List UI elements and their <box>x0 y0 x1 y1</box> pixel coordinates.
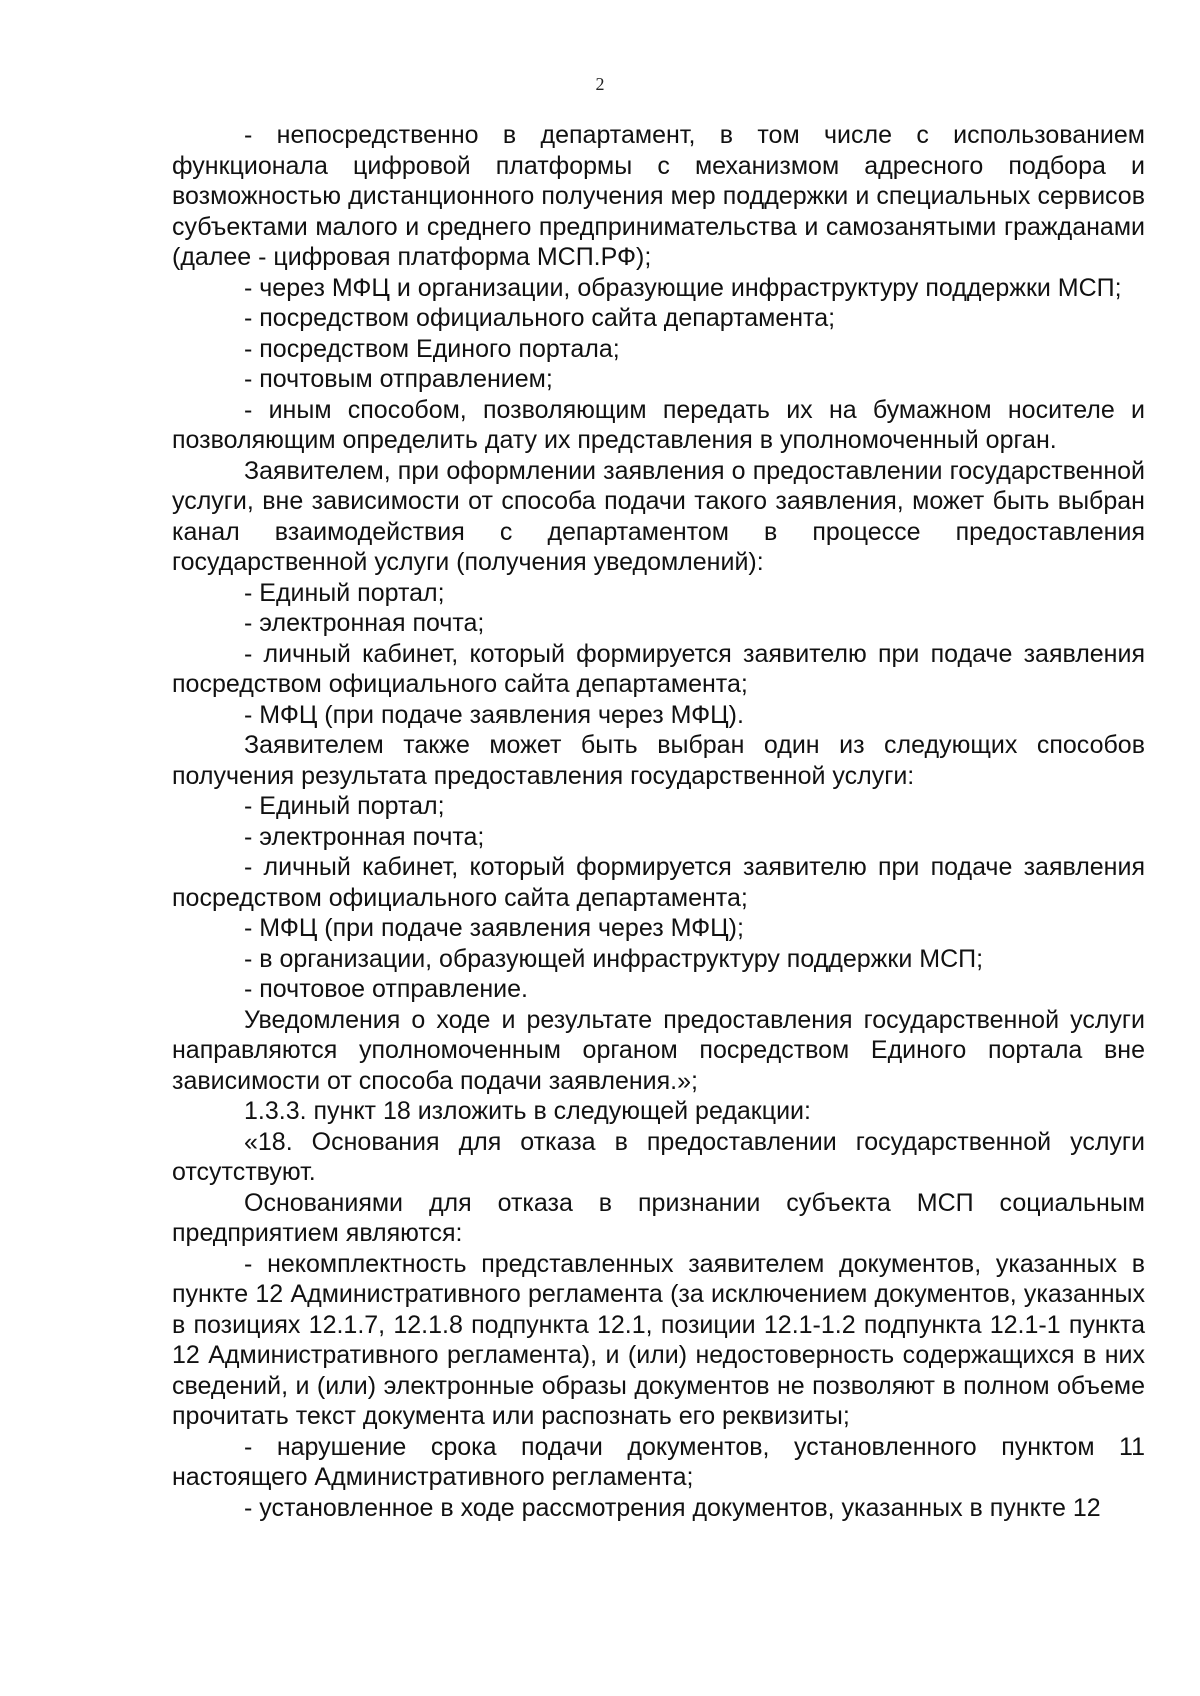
paragraph: - через МФЦ и организации, образующие инфраструктуру поддержки МСП; <box>244 273 1122 302</box>
paragraph: Уведомления о ходе и результате предоставления государственной услуги направляются уполномоченным органом посредством Единого портала вне зависимости от способа подачи заявления.»; <box>172 1005 1145 1095</box>
paragraph: - почтовым отправлением; <box>244 365 553 393</box>
page-number: 2 <box>595 74 605 94</box>
paragraph: - нарушение срока подачи документов, установленного пунктом 11 настоящего Административного регламента; <box>172 1432 1145 1491</box>
paragraph: - МФЦ (при подаче заявления через МФЦ). <box>244 700 744 729</box>
document-body <box>172 120 1145 1523</box>
paragraph: - почтовое отправление. <box>244 975 528 1003</box>
paragraph: Основаниями для отказа в признании субъекта МСП социальным предприятием являются: <box>172 1188 1145 1247</box>
paragraph: - Единый портал; <box>244 578 445 607</box>
paragraph: - личный кабинет, который формируется заявителю при подаче заявления посредством официального сайта департамента; <box>172 853 1145 912</box>
paragraph: Заявителем, при оформлении заявления о предоставлении государственной услуги, вне зависимости от способа подачи такого заявления, может быть выбран канал взаимодействия с департаментом в процессе предоставления государственной услуги (получения уведомлений): <box>172 456 1145 576</box>
paragraph: - Единый портал; <box>244 792 445 820</box>
paragraph: - посредством Единого портала; <box>244 334 620 363</box>
paragraph: - в организации, образующей инфраструктуру поддержки МСП; <box>244 944 984 973</box>
paragraph: «18. Основания для отказа в предоставлении государственной услуги отсутствуют. <box>172 1127 1145 1186</box>
paragraph: - непосредственно в департамент, в том числе с использованием функционала цифровой платформы с механизмом адресного подбора и возможностью дистанционного получения мер поддержки и специальных сервисов субъектами малого и среднего предпринимательства и самозанятыми гражданами (далее - цифровая платформа МСП.РФ); <box>172 121 1145 271</box>
paragraph: - некомплектность представленных заявителем документов, указанных в пункте 12 Административного регламента (за исключением документов, указанных в позициях 12.1.7, 12.1.8 подпункта 12.1, позиции 12.1-1.2 подпункта 12.1-1 пункта 12 Административного регламента), и (или) недостоверность содержащихся в них сведений, и (или) электронные образы документов не позволяют в полном объеме прочитать текст документа или распознать его реквизиты; <box>172 1249 1145 1430</box>
paragraph: - посредством официального сайта департамента; <box>244 304 836 332</box>
paragraph: - личный кабинет, который формируется заявителю при подаче заявления посредством официального сайта департамента; <box>172 639 1145 698</box>
paragraph: Заявителем также может быть выбран один из следующих способов получения результата предоставления государственной услуги: <box>172 731 1145 790</box>
paragraph: - электронная почта; <box>244 822 485 851</box>
paragraph: - иным способом, позволяющим передать их на бумажном носителе и позволяющим определить дату их представления в уполномоченный орган. <box>172 395 1145 454</box>
paragraph: 1.3.3. пункт 18 изложить в следующей редакции: <box>244 1097 811 1125</box>
paragraph: - МФЦ (при подаче заявления через МФЦ); <box>244 914 744 942</box>
paragraph: - установленное в ходе рассмотрения документов, указанных в пункте 12 <box>244 1493 1101 1522</box>
paragraph: - электронная почта; <box>244 609 485 637</box>
